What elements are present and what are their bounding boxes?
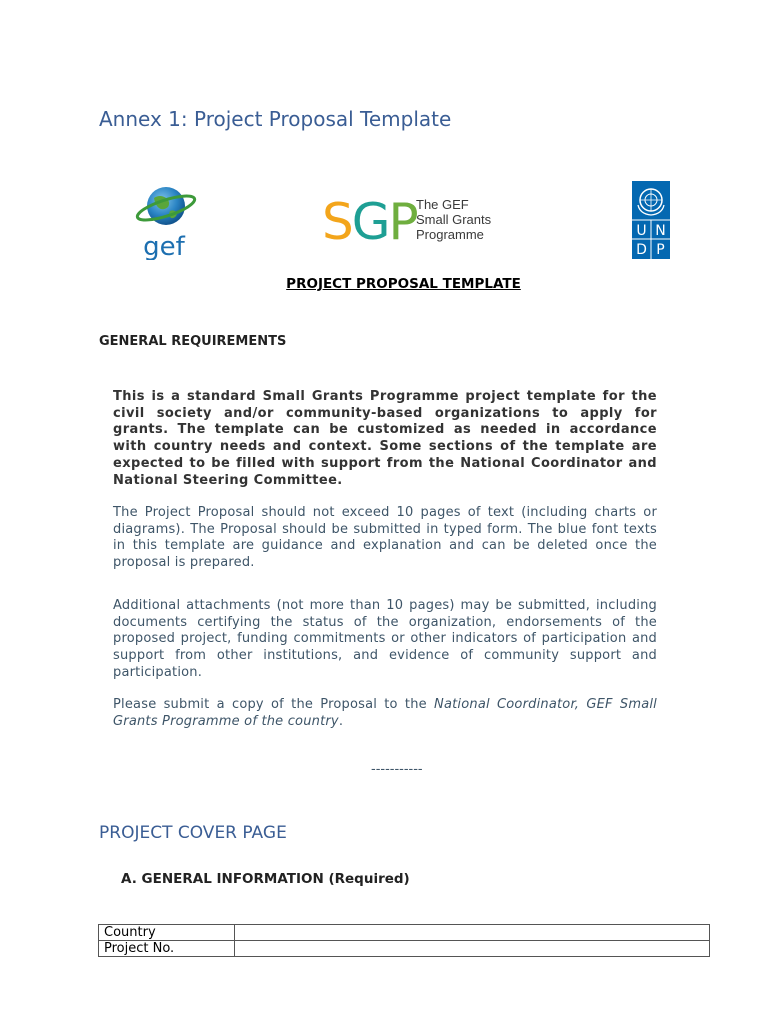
- general-requirements-heading: GENERAL REQUIREMENTS: [99, 334, 287, 349]
- general-information-heading: A. GENERAL INFORMATION (Required): [121, 871, 410, 887]
- country-value-field[interactable]: [235, 925, 710, 941]
- proposal-template-title: PROJECT PROPOSAL TEMPLATE: [286, 276, 521, 292]
- length-note-paragraph: The Project Proposal should not exceed 10 pages of text (including charts or diagrams). The Proposal should be submitted in typed form. The blue font texts in this template are guidance and explanation and can be deleted once the proposal is prepared.: [113, 505, 657, 571]
- submit-note-paragraph: Please submit a copy of the Proposal to the National Coordinator, GEF Small Grants Programme of the country.: [113, 697, 657, 729]
- gef-logo: [134, 184, 198, 260]
- undp-letter: D: [636, 242, 647, 258]
- country-label: Country: [99, 925, 235, 941]
- attachments-note-paragraph: Additional attachments (not more than 10 pages) may be submitted, including documents certifying the status of the organization, endorsements of the proposed project, funding commitments or other indicators of participation and support from other institutions, and evidence of community support and participation.: [113, 598, 657, 680]
- submit-recipient: National Coordinator, GEF Small Grants Programme of the country: [113, 697, 657, 729]
- sgp-mark: SGP: [322, 193, 417, 251]
- general-information-table: [98, 924, 710, 957]
- project-no-label: Project No.: [99, 941, 235, 957]
- undp-letter: U: [636, 223, 647, 239]
- project-no-value-field[interactable]: [235, 941, 710, 957]
- table-row: [99, 941, 710, 957]
- section-separator: -----------: [371, 762, 423, 777]
- annex-title: Annex 1: Project Proposal Template: [99, 107, 452, 131]
- gef-wordmark: gef: [143, 232, 185, 260]
- undp-letter: N: [655, 223, 666, 239]
- sgp-logo: [322, 193, 502, 253]
- undp-logo: [632, 181, 670, 259]
- cover-page-title: PROJECT COVER PAGE: [99, 823, 287, 843]
- sgp-caption: The GEF Small Grants Programme: [416, 197, 492, 242]
- intro-paragraph: This is a standard Small Grants Programme project template for the civil society and/or community-based organizations to apply for grants. The template can be customized as needed in accordance with country needs and context. Some sections of the template are expected to be filled with support from the National Coordinator and National Steering Committee.: [113, 389, 657, 488]
- table-row: [99, 925, 710, 941]
- undp-letter: P: [656, 242, 665, 258]
- gef-globe-icon: [134, 184, 198, 260]
